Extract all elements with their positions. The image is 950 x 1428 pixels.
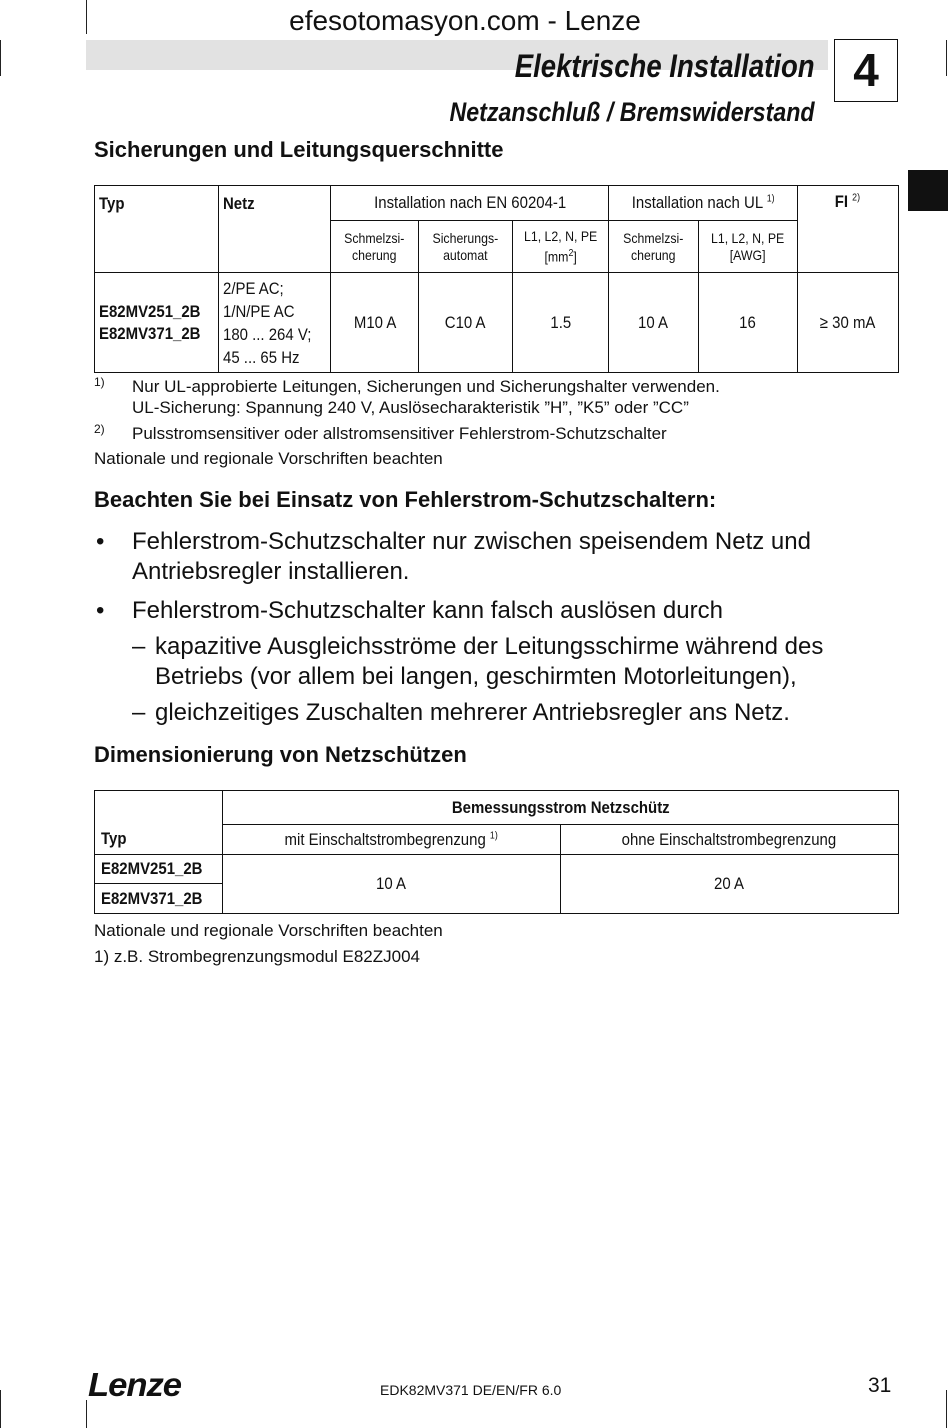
fuse-footnotes [94,376,720,469]
module-note: 1) z.B. Strombegrenzungsmodul E82ZJ004 [94,947,421,966]
rcd-bullet-list [94,527,874,737]
page-number: 31 [868,1374,892,1397]
col-ul-header: Installation nach UL $^{1)}$ [609,186,798,221]
en-breaker-value: C10 A [419,273,513,373]
crop-mark [946,40,947,76]
contactor-table [94,790,899,914]
netz-cell: 2/PE AC; 1/N/PE AC 180 ... 264 V; 45 ... 65 Hz [219,273,331,373]
en-fuse-value: M10 A [331,273,419,373]
crop-mark [0,1390,1,1428]
type-name: E82MV371_2B [95,884,223,914]
ul-fuse-value: 10 A [609,273,699,373]
site-header: efesotomasyon.com - Lenze [289,5,641,36]
col-typ-header: Typ [95,825,223,855]
fi-value: ≥ 30 mA [797,273,898,373]
crop-mark [86,1400,87,1428]
document-code: EDK82MV371 DE/EN/FR 6.0 [380,1382,562,1398]
bullet-item: • Fehlerstrom-Schutzschalter nur zwischen speisendem Netz und Antriebsregler installieren. [96,528,811,585]
sub-header-fuse-ul: Schmelzsi- cherung [609,221,699,273]
rcd-section-heading: Beachten Sie bei Einsatz von Fehlerstrom-Schutzschaltern: [94,487,717,512]
col-with-limit-header: mit Einschaltstrombegrenzung $^{1)}$ [223,825,560,855]
contactor-section-heading: Dimensionierung von Netzschützen [94,742,467,767]
col-without-limit-header: ohne Einschaltstrombegrenzung [560,825,898,855]
chapter-title: Elektrische Installation [515,48,815,84]
type-name: E82MV371_2B [99,323,201,343]
lenze-logo: Lenze [88,1366,181,1403]
col-netz-header: Netz [219,186,331,273]
empty-corner-cell [95,791,223,825]
fuse-table [94,185,899,373]
dash-item: – gleichzeitiges Zuschalten mehrerer Antriebsregler ans Netz. [132,699,790,726]
type-cell [95,273,219,373]
footnote: 2) Pulsstromsensitiver oder allstromsensitiver Fehlerstrom-Schutzschalter [94,422,667,443]
value-without-limit: 20 A [560,855,898,914]
regulation-note: Nationale und regionale Vorschriften beachten [94,921,443,940]
chapter-tab-marker [908,170,948,211]
col-typ-header: Typ [95,186,219,273]
chapter-number: 4 [834,39,898,102]
regulation-note: Nationale und regionale Vorschriften beachten [94,449,443,468]
type-name: E82MV251_2B [99,301,201,321]
col-en-header: Installation nach EN 60204-1 [331,186,609,221]
chapter-subtitle: Netzanschluß / Bremswiderstand [449,97,815,127]
sub-header-cable-awg: L1, L2, N, PE [AWG] [698,221,797,273]
sub-header-fuse-en: Schmelzsi- cherung [331,221,419,273]
type-name: E82MV251_2B [95,855,223,884]
col-fi-header: FI $^{2)}$ [797,186,898,273]
footnote: 1) Nur UL-approbierte Leitungen, Sicherungen und Sicherungshalter verwenden. UL-Sicherung: Spannung 240 V, Auslösecharakteristik ”H”, ”K5” oder ”CC” [94,375,720,417]
bullet-item: • Fehlerstrom-Schutzschalter kann falsch auslösen durch – kapazitive Ausgleichsströme der Leitungsschirme während des Betriebs (vor allem bei langen, geschirmten Motorleitungen), – gleichzeitiges Zuschalten mehrerer Antriebsregler ans Netz. [94,596,874,728]
crop-mark [0,40,1,76]
sub-header-breaker: Sicherungs- automat [419,221,513,273]
crop-mark [946,1390,947,1428]
dash-item: – kapazitive Ausgleichsströme der Leitungsschirme während des Betriebs (vor allem bei langen, geschirmten Motorleitungen), [132,633,824,690]
group-header: Bemessungsstrom Netzschütz [223,791,899,825]
value-with-limit: 10 A [223,855,560,914]
sub-header-cable-mm: L1, L2, N, PE $[mm^2]$ [512,221,608,273]
contactor-notes [94,918,443,970]
en-cable-value: 1.5 [512,273,608,373]
fuse-section-heading: Sicherungen und Leitungsquerschnitte [94,137,504,162]
ul-cable-value: 16 [698,273,797,373]
